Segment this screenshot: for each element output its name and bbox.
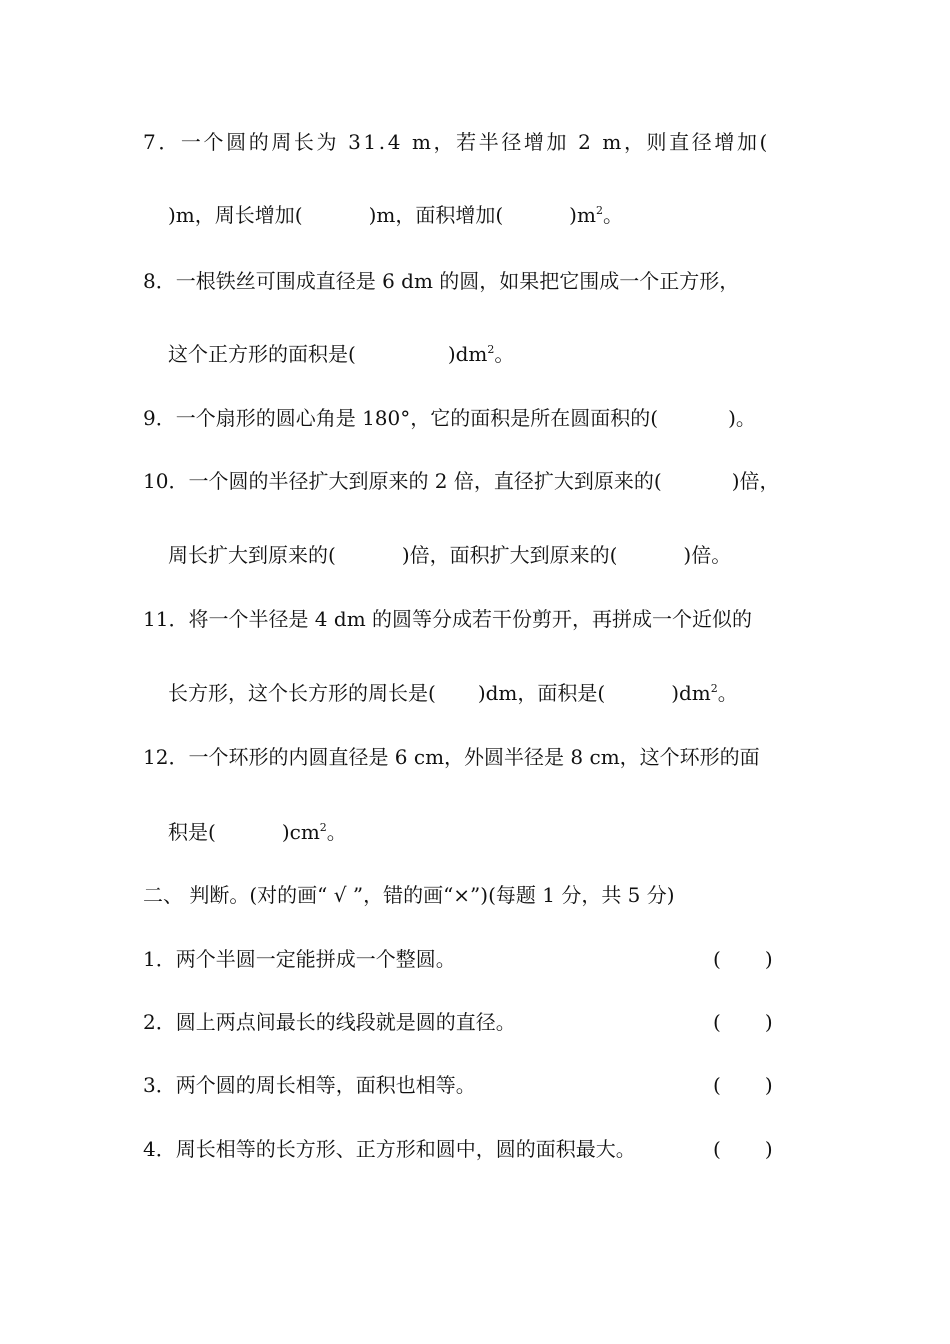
question-10-line-1 — [143, 468, 780, 494]
period: 。 — [494, 342, 515, 366]
question-11-text: 11．将一个半径是 4 dm 的圆等分成若干份剪开，再拼成一个近似的 — [143, 607, 753, 631]
superscript: 2 — [487, 343, 495, 356]
judge-item-1 — [143, 946, 456, 972]
close-paren: ) — [764, 1137, 773, 1161]
question-11-line-1 — [143, 606, 752, 632]
open-paren: ( — [713, 947, 721, 971]
superscript: 2 — [319, 821, 327, 834]
question-8-unit: )dm — [447, 342, 488, 366]
question-12-unit: )cm — [281, 820, 320, 844]
question-10-text: 10．一个圆的半径扩大到原来的 2 倍，直径扩大到原来的( — [143, 469, 662, 493]
question-7-blank-2-close: )m，面积增加( — [368, 203, 504, 227]
open-paren: ( — [713, 1137, 721, 1161]
period: 。 — [326, 820, 347, 844]
judge-answer-2[interactable] — [713, 1009, 773, 1035]
question-12-text: 12．一个环形的内圆直径是 6 cm，外圆半径是 8 cm，这个环形的面 — [143, 745, 760, 769]
section-2-heading — [143, 882, 675, 908]
period: 。 — [717, 681, 738, 705]
question-12-line-1 — [143, 744, 760, 770]
question-11-text-3: )dm，面积是( — [477, 681, 606, 705]
question-10-text-3: )倍，面积扩大到原来的( — [401, 543, 618, 567]
judge-answer-4[interactable] — [713, 1136, 773, 1162]
judge-item-text: 3．两个圆的周长相等，面积也相等。 — [143, 1073, 476, 1097]
question-12-line-2 — [168, 819, 347, 845]
question-7-text: 7．一个圆的周长为 31.4 m，若半径增加 2 m，则直径增加( — [143, 130, 770, 154]
question-9-text: 9．一个扇形的圆心角是 180°，它的面积是所在圆面积的( — [143, 406, 659, 430]
judge-answer-1[interactable] — [713, 946, 773, 972]
open-paren: ( — [713, 1073, 721, 1097]
question-10-text-2: 周长扩大到原来的( — [168, 543, 336, 567]
judge-item-text: 2．圆上两点间最长的线段就是圆的直径。 — [143, 1010, 516, 1034]
question-8-text: 8．一根铁丝可围成直径是 6 dm 的圆，如果把它围成一个正方形， — [143, 269, 740, 293]
question-10-line-2 — [168, 542, 731, 568]
question-11-text-2: 长方形，这个长方形的周长是( — [168, 681, 436, 705]
question-9-line — [143, 405, 756, 431]
question-7-line-2 — [168, 202, 623, 228]
question-8-text-2: 这个正方形的面积是( — [168, 342, 356, 366]
question-7-line-1 — [143, 129, 770, 155]
question-8-line-2 — [168, 341, 514, 367]
judge-item-3 — [143, 1072, 476, 1098]
close-paren: ) — [764, 947, 773, 971]
close-paren: ) — [764, 1010, 773, 1034]
judge-item-4 — [143, 1136, 636, 1162]
judge-answer-3[interactable] — [713, 1072, 773, 1098]
period: 。 — [602, 203, 623, 227]
open-paren: ( — [713, 1010, 721, 1034]
close-paren: ) — [764, 1073, 773, 1097]
question-10-end-1: )倍， — [731, 469, 780, 493]
question-10-end-2: )倍。 — [683, 543, 732, 567]
judge-item-text: 4．周长相等的长方形、正方形和圆中，圆的面积最大。 — [143, 1137, 636, 1161]
question-7-unit: )m — [569, 203, 596, 227]
superscript: 2 — [710, 682, 718, 695]
judge-item-2 — [143, 1009, 516, 1035]
question-11-line-2 — [168, 680, 738, 706]
judge-item-text: 1．两个半圆一定能拼成一个整圆。 — [143, 947, 456, 971]
question-12-text-2: 积是( — [168, 820, 216, 844]
question-8-line-1 — [143, 268, 739, 294]
question-11-unit: )dm — [671, 681, 711, 705]
question-9-end: )。 — [728, 406, 756, 430]
superscript: 2 — [595, 204, 603, 217]
section-2-heading-text: 二、 判断。(对的画“ √ ”，错的画“×”)(每题 1 分，共 5 分) — [143, 883, 675, 907]
question-7-blank-1-close: )m，周长增加( — [168, 203, 303, 227]
